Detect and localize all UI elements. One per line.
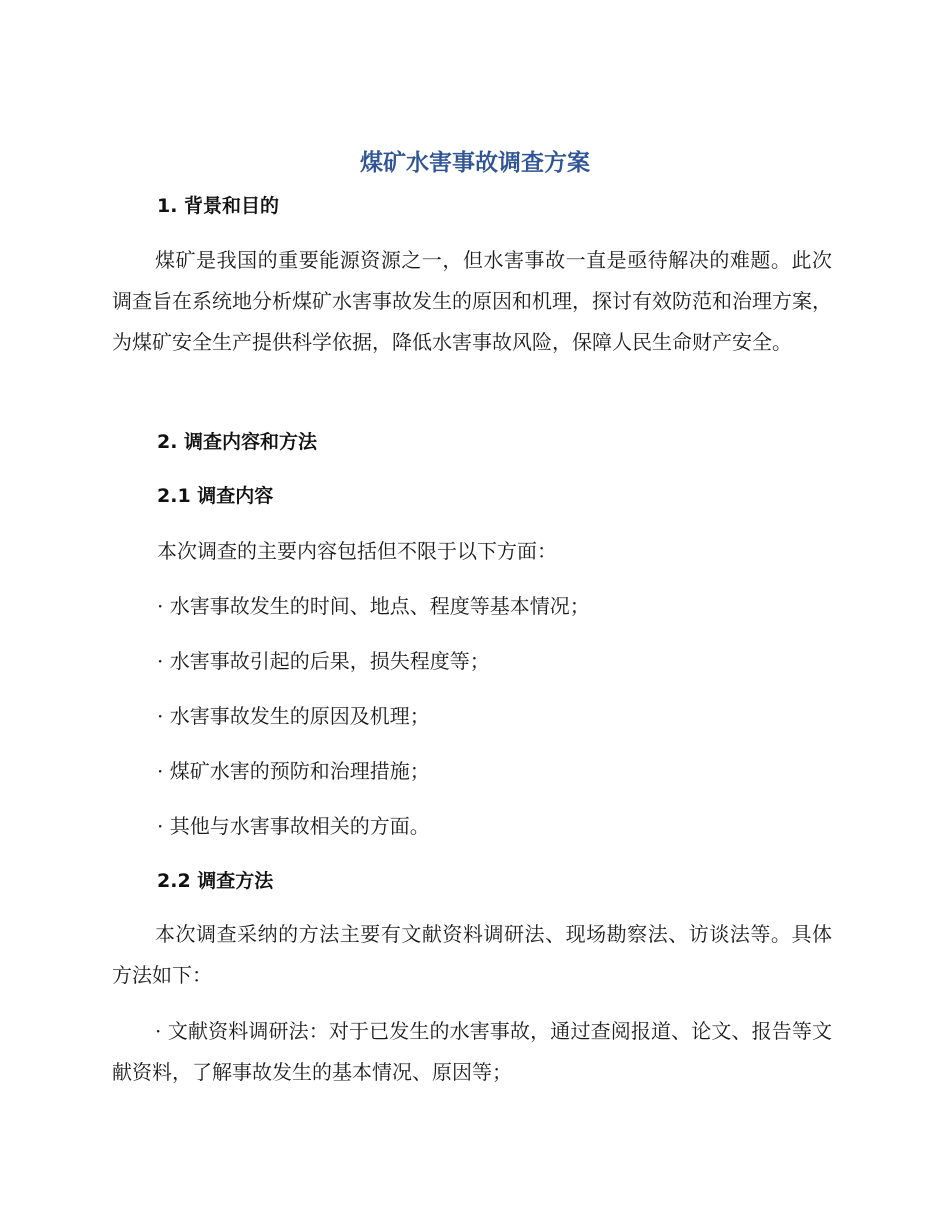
list-item: · 其他与水害事故相关的方面。 [157, 814, 430, 838]
section-1-paragraph: 煤矿是我国的重要能源资源之一，但水害事故一直是亟待解决的难题。此次调查旨在系统地分析煤矿水害事故发生的原因和机理，探讨有效防范和治理方案，为煤矿安全生产提供科学依据，降低水害事故风险，保障人民生命财产安全。 [112, 248, 832, 354]
section-2-1-intro: 本次调查的主要内容包括但不限于以下方面： [157, 539, 557, 563]
document-title: 煤矿水害事故调查方案 [360, 150, 590, 176]
list-item: · 水害事故发生的原因及机理； [157, 704, 430, 728]
section-2-2-paragraph: 本次调查采纳的方法主要有文献资料调研法、现场勘察法、访谈法等。具体方法如下： [112, 922, 832, 987]
method-item: · 文献资料调研法：对于已发生的水害事故，通过查阅报道、论文、报告等文献资料，了解事故发生的基本情况、原因等； [112, 1019, 832, 1084]
section-2-2-heading: 2.2 调查方法 [157, 870, 274, 892]
section-2-1-heading: 2.1 调查内容 [157, 485, 274, 507]
list-item: · 水害事故发生的时间、地点、程度等基本情况； [157, 594, 590, 618]
section-1-heading: 1. 背景和目的 [157, 195, 280, 217]
list-item: · 煤矿水害的预防和治理措施； [157, 759, 430, 783]
section-2-heading: 2. 调查内容和方法 [157, 431, 318, 453]
list-item: · 水害事故引起的后果，损失程度等； [157, 649, 490, 673]
